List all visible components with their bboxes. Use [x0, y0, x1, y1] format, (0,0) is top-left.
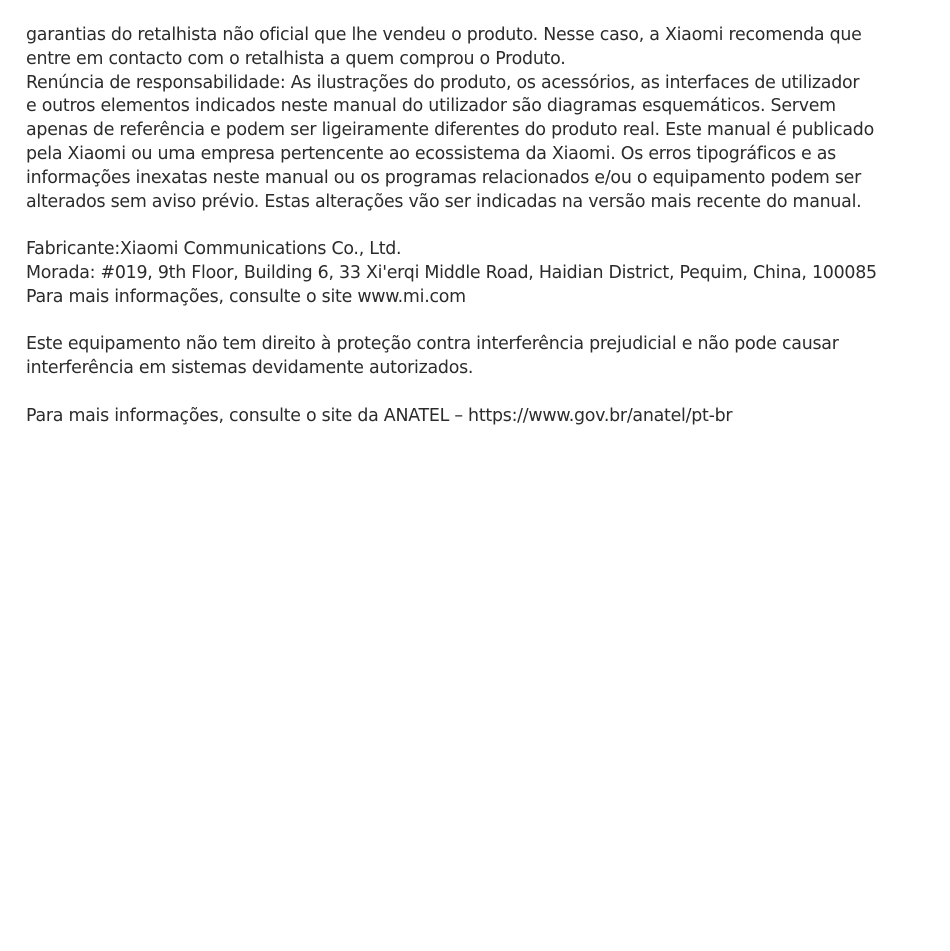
text-line: interferência em sistemas devidamente autorizados. [26, 358, 474, 379]
warranty-continuation-paragraph [26, 24, 926, 72]
manufacturer-info-link: Para mais informações, consulte o site www.mi.com [26, 286, 466, 307]
manufacturer-address: Morada: #019, 9th Floor, Building 6, 33 Xi'erqi Middle Road, Haidian District, Pequim, China, 100085 [26, 262, 877, 283]
anatel-info-line: Para mais informações, consulte o site da ANATEL – https://www.gov.br/anatel/pt-br [26, 405, 733, 426]
paragraph-spacer [26, 310, 926, 334]
text-line: e outros elementos indicados neste manual do utilizador são diagramas esquemáticos. Servem [26, 96, 836, 117]
anatel-paragraph [26, 405, 926, 429]
manufacturer-block [26, 238, 926, 309]
disclaimer-paragraph [26, 72, 926, 215]
paragraph-spacer [26, 381, 926, 405]
text-line: Renúncia de responsabilidade: As ilustrações do produto, os acessórios, as interfaces de utilizador [26, 72, 860, 93]
manufacturer-name: Fabricante:Xiaomi Communications Co., Ltd. [26, 239, 402, 260]
text-line: informações inexatas neste manual ou os programas relacionados e/ou o equipamento podem ser [26, 167, 862, 188]
text-line: pela Xiaomi ou uma empresa pertencente ao ecossistema da Xiaomi. Os erros tipográficos e as [26, 143, 836, 164]
interference-notice-paragraph [26, 333, 926, 381]
text-line: Este equipamento não tem direito à proteção contra interferência prejudicial e não pode causar [26, 334, 839, 355]
paragraph-spacer [26, 214, 926, 238]
text-line: alterados sem aviso prévio. Estas alterações vão ser indicadas na versão mais recente do manual. [26, 191, 862, 212]
manual-text-block [26, 24, 926, 429]
text-line: apenas de referência e podem ser ligeiramente diferentes do produto real. Este manual é publicado [26, 120, 874, 141]
text-line: entre em contacto com o retalhista a quem comprou o Produto. [26, 48, 566, 69]
text-line: garantias do retalhista não oficial que lhe vendeu o produto. Nesse caso, a Xiaomi recomenda que [26, 25, 862, 45]
